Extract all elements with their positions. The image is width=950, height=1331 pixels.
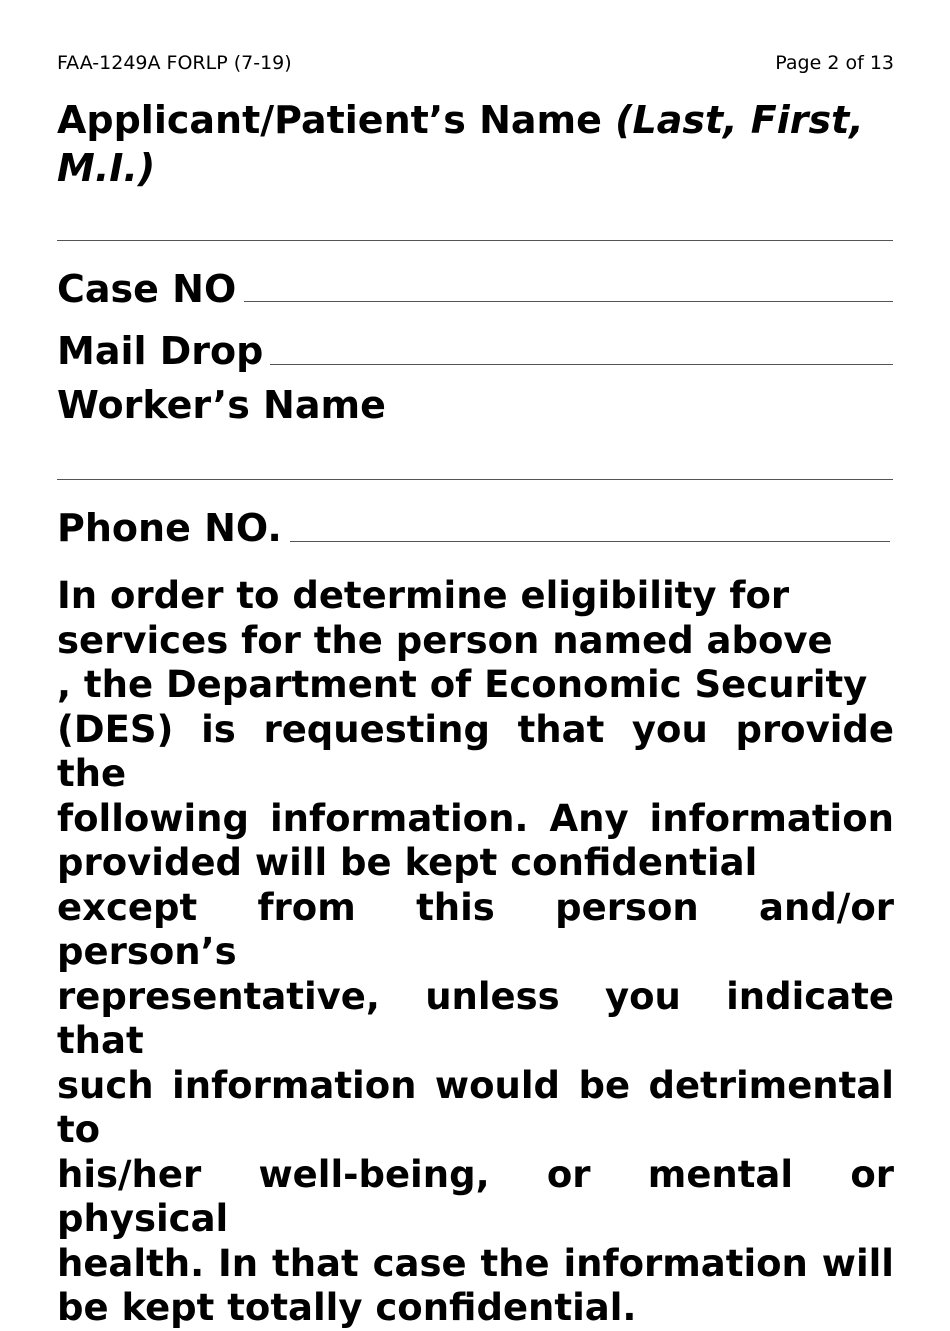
mail-drop-label: Mail Drop	[57, 329, 264, 373]
notice-line: following information. Any information	[57, 796, 894, 840]
notice-line: In order to determine eligibility for	[57, 574, 790, 617]
notice-line: provided will be kept confidential	[57, 841, 758, 884]
case-no-label: Case NO	[57, 267, 237, 311]
eligibility-notice	[57, 574, 894, 1331]
case-no-field[interactable]	[244, 301, 893, 302]
notice-line: services for the person named above	[57, 618, 833, 662]
notice-line: representative, unless you indicate that	[57, 974, 894, 1062]
applicant-name-label	[57, 96, 897, 192]
applicant-name-label-hint: (Last, First, M.I.)	[57, 98, 864, 190]
notice-line: except from this person and/or person’s	[57, 885, 894, 973]
applicant-name-field[interactable]	[57, 240, 893, 241]
worker-name-field[interactable]	[57, 479, 893, 480]
notice-line: such information would be detrimental to	[57, 1063, 894, 1151]
worker-name-label: Worker’s Name	[57, 383, 386, 427]
form-id: FAA-1249A FORLP (7-19)	[57, 52, 292, 74]
mail-drop-field[interactable]	[270, 364, 893, 365]
notice-line: be kept totally confidential.	[57, 1286, 637, 1329]
page-indicator: Page 2 of 13	[775, 52, 894, 74]
phone-no-label: Phone NO.	[57, 506, 282, 550]
applicant-name-label-main: Applicant/Patient’s Name	[57, 98, 616, 142]
phone-no-field[interactable]	[290, 541, 890, 542]
notice-line: health. In that case the information will	[57, 1241, 894, 1285]
notice-line: his/her well-being, or mental or physical	[57, 1152, 894, 1240]
notice-line: (DES) is requesting that you provide the	[57, 707, 894, 795]
notice-line: , the Department of Economic Security	[57, 663, 868, 706]
